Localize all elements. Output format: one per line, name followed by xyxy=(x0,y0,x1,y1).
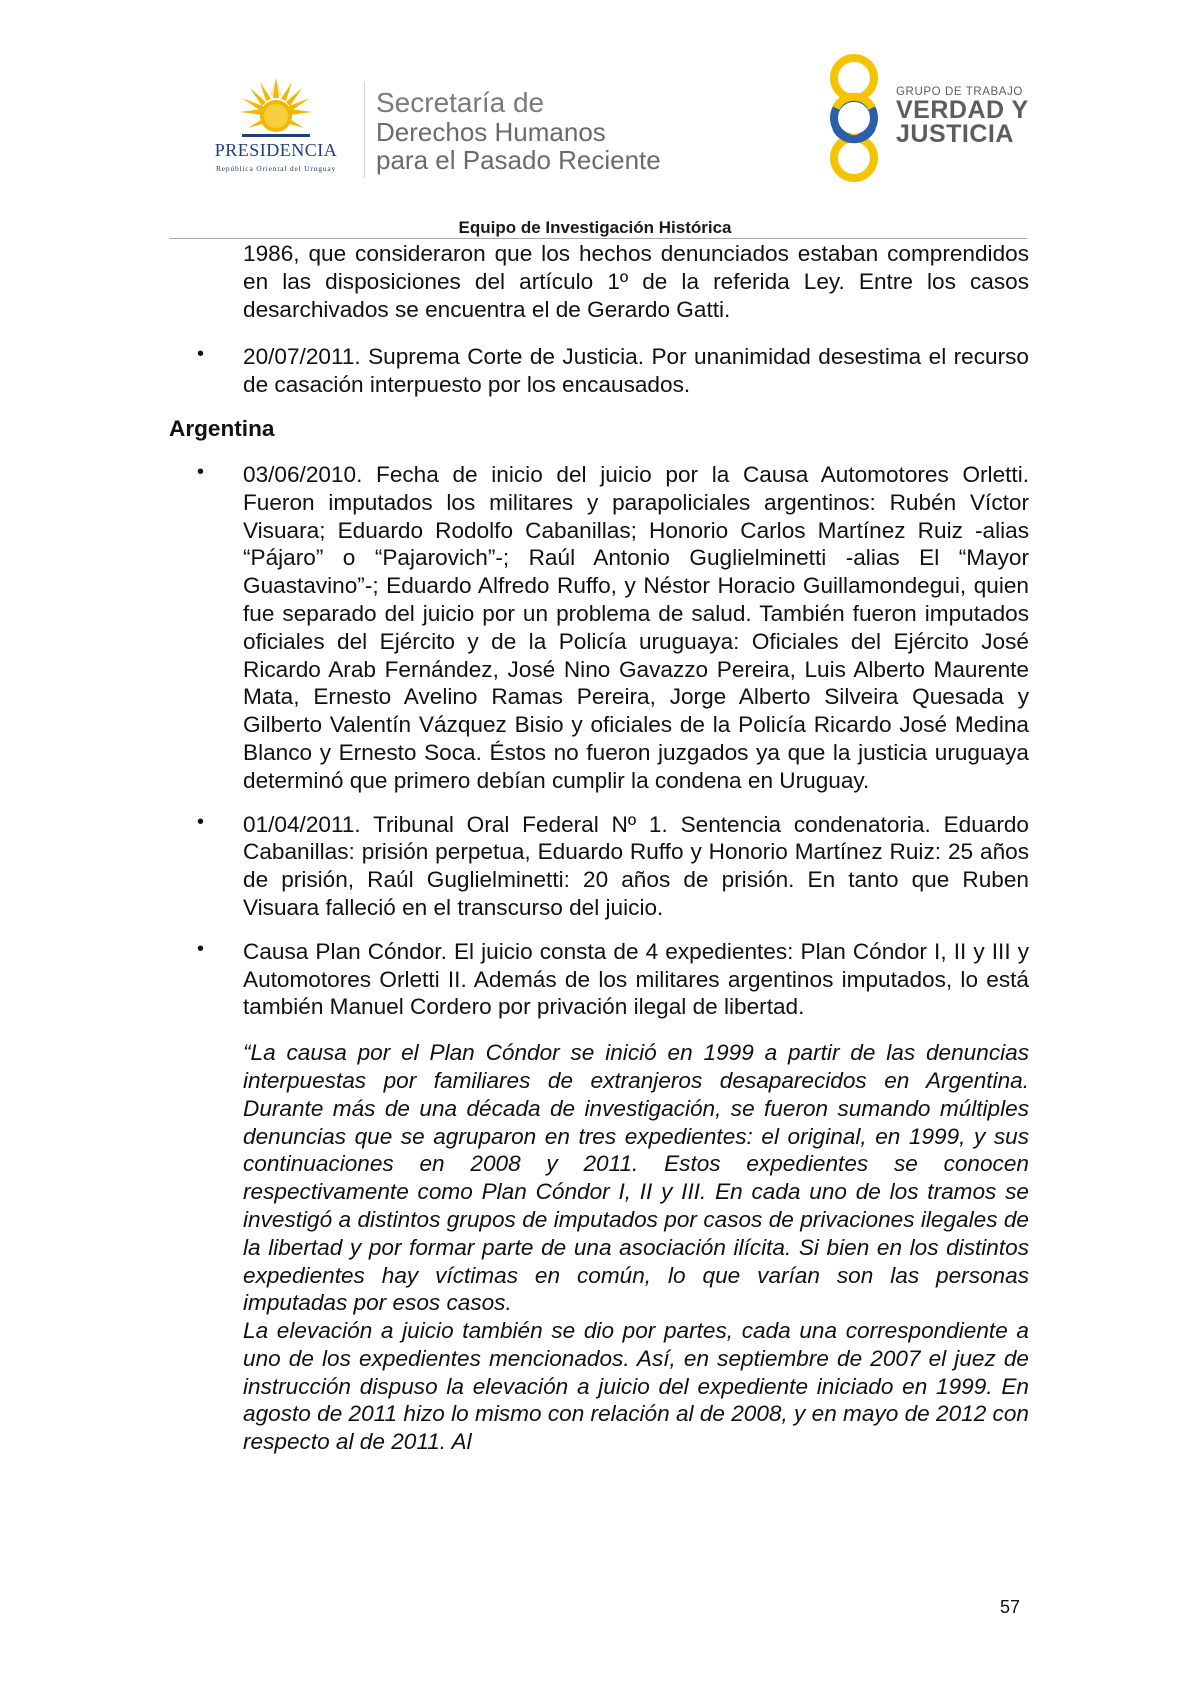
list-item xyxy=(197,460,1029,795)
bullet-icon: • xyxy=(197,810,205,833)
bullet-text-ar-2011: 01/04/2011. Tribunal Oral Federal Nº 1. Sentencia condenatoria. Eduardo Cabanillas: prisión perpetua, Eduardo Ruffo y Honorio Martínez Ruiz: 25 años de prisión, Raúl Guglielminetti: 20 años de prisión. En tanto que Ruben Visuara falleció en el transcurso del juicio. xyxy=(243,811,1029,920)
logo-divider xyxy=(364,82,365,178)
page-number: 57 xyxy=(1000,1597,1021,1617)
team-title: Equipo de Investigación Histórica xyxy=(458,218,732,237)
secretaria-logo-text xyxy=(376,88,716,174)
list-item xyxy=(197,810,1029,922)
page-header xyxy=(0,0,1190,240)
secretaria-line-1: Secretaría de xyxy=(376,87,545,118)
presidencia-title: PRESIDENCIA xyxy=(214,140,338,160)
quote-paragraph-2: La elevación a juicio también se dio por partes, cada una correspondiente a uno de los expedientes mencionados. Así, en septiembre de 2007 el juez de instrucción dispuso la elevación a juicio del expediente iniciado en 1999. En agosto de 2011 hizo lo mismo con relación al de 2008, y en mayo de 2012 con respecto al de 2011. Al xyxy=(243,1318,1029,1455)
continued-paragraph: 1986, que consideraron que los hechos denunciados estaban comprendidos en las disposiciones del artículo 1º de la referida Ley. Entre los casos desarchivados se encuentra el de Gerardo Gatti. xyxy=(243,241,1029,322)
secretaria-line-3: para el Pasado Reciente xyxy=(376,145,661,175)
gtvj-line-1: VERDAD Y xyxy=(896,96,1029,124)
sun-emblem-icon xyxy=(238,76,314,148)
interlocking-rings-icon xyxy=(818,54,890,182)
bullet-icon: • xyxy=(197,460,205,483)
bullet-icon: • xyxy=(197,937,205,960)
presidencia-subtitle: República Oriental del Uruguay xyxy=(215,164,336,173)
gtvj-line-2: JUSTICIA xyxy=(896,120,1014,148)
secretaria-line-2: Derechos Humanos xyxy=(376,117,606,147)
document-body xyxy=(169,240,1029,1456)
header-rule xyxy=(169,238,1027,239)
bullet-icon: • xyxy=(197,343,205,366)
list-item xyxy=(197,343,1029,399)
bullet-text-ar-2010: 03/06/2010. Fecha de inicio del juicio por la Causa Automotores Orletti. Fueron imputados los militares y parapoliciales argentinos: Rubén Víctor Visuara; Eduardo Rodolfo Cabanillas; Honorio Carlos Martínez Ruiz -alias “Pájaro” o “Pajarovich”-; Raúl Antonio Guglielminetti -alias El “Mayor Guastavino”-; Eduardo Alfredo Ruffo, y Néstor Horacio Guillamondegui, quien fue separado del juicio por un problema de salud. También fueron imputados oficiales del Ejército y de la Policía uruguaya: Oficiales del Ejército José Ricardo Arab Fernández, José Nino Gavazzo Pereira, Luis Alberto Maurente Mata, Ernesto Avelino Ramas Pereira, Jorge Alberto Silveira Quesada y Gilberto Valentín Vázquez Bisio y oficiales de la Policía Ricardo José Medina Blanco y Ernesto Soca. Éstos no fueron juzgados ya que la justicia uruguaya determinó que primero debían cumplir la condena en Uruguay. xyxy=(243,461,1029,793)
list-item xyxy=(197,937,1029,1021)
verdad-justicia-logo xyxy=(818,54,1058,184)
section-heading-argentina: Argentina xyxy=(169,415,275,441)
presidencia-logo xyxy=(196,76,356,180)
bullet-text-condor: Causa Plan Cóndor. El juicio consta de 4 expedientes: Plan Cóndor I, II y III y Automotores Orletti II. Además de los militares argentinos imputados, lo está también Manuel Cordero por privación ilegal de libertad. xyxy=(243,938,1029,1020)
bullet-text-uy-2011: 20/07/2011. Suprema Corte de Justicia. Por unanimidad desestima el recurso de casación interpuesto por los encausados. xyxy=(243,344,1029,398)
gtvj-small-label: GRUPO DE TRABAJO xyxy=(896,86,1023,98)
quote-paragraph-1: “La causa por el Plan Cóndor se inició en 1999 a partir de las denuncias interpuestas por familiares de extranjeros desaparecidos en Argentina. Durante más de una década de investigación, se fueron sumando múltiples denuncias que se agruparon en tres expedientes: el original, en 1999, y sus continuaciones en 2008 y 2011. Estos expedientes se conocen respectivamente como Plan Cóndor I, II y III. En cada uno de los tramos se investigó a distintos grupos de imputados por casos de privaciones ilegales de la libertad y por formar parte de una asociación ilícita. Si bien en los distintos expedientes hay víctimas en común, lo que varían son las personas imputadas por esos casos. xyxy=(243,1040,1029,1316)
